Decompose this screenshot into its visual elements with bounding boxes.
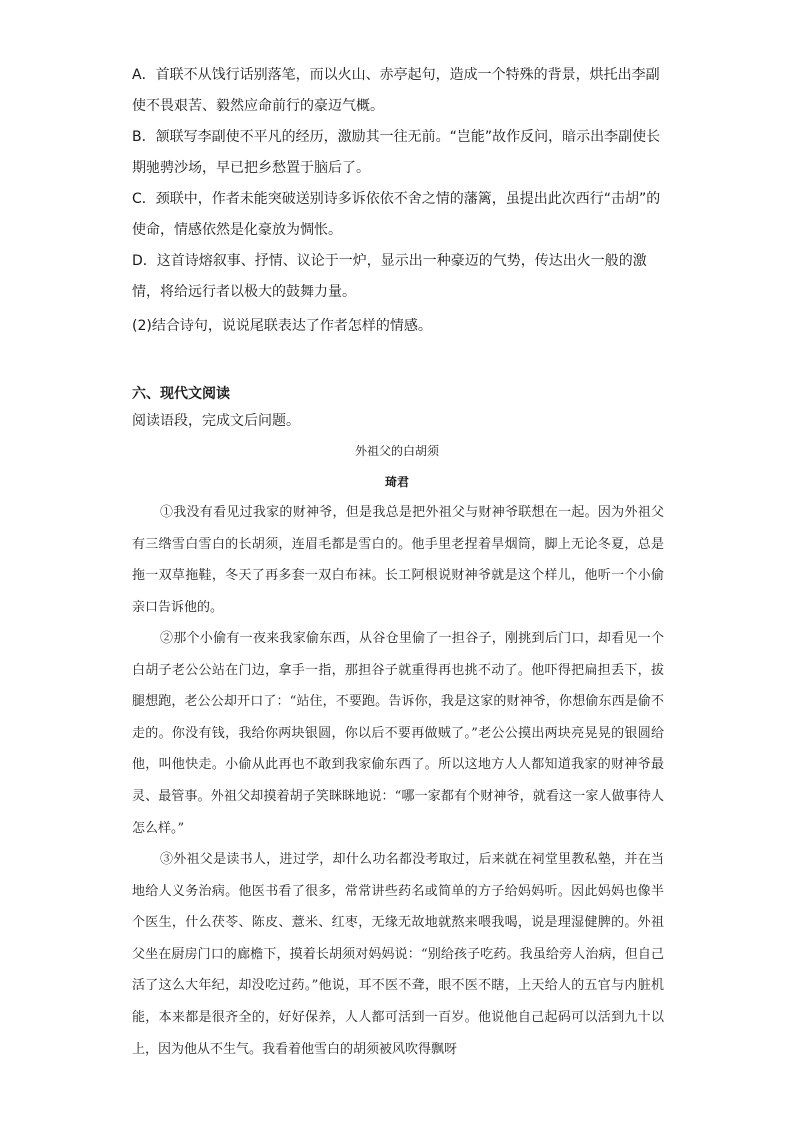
section-heading: 六、现代文阅读 xyxy=(132,386,230,402)
option-a: A．首联不从饯行话别落笔，而以火山、赤亭起句，造成一个特殊的背景，烘托出李副使不畏艰苦、毅然应命前行的豪迈气概。 xyxy=(132,67,660,114)
article-paragraph-2: ②那个小偷有一夜来我家偷东西，从谷仓里偷了一担谷子，刚挑到后门口，却看见一个白胡子老公公站在门边，拿手一指，那担谷子就重得再也挑不动了。他吓得把扁担丢下，拔腿想跑，老公公却开口了：“站住，不要跑。告诉你，我是这家的财神爷，你想偷东西是偷不走的。你没有钱，我给你两块银圆，你以后不要再做贼了。”老公公摸出两块亮晃晃的银圆给他，叫他快走。小偷从此再也不敢到我家偷东西了。所以这地方人人都知道我家的财神爷最灵、最管事。外祖父却摸着胡子笑眯眯地说：“哪一家都有个财神爷，就看这一家人做事待人怎么样。” xyxy=(132,631,664,836)
question-2: (2)结合诗句，说说尾联表达了作者怎样的情感。 xyxy=(132,318,432,334)
article-paragraph-3: ③外祖父是读书人，进过学，却什么功名都没考取过，后来就在祠堂里教私塾，并在当地给人义务治病。他医书看了很多，常常讲些药名或简单的方子给妈妈听。因此妈妈也像半个医生，什么茯苓、陈皮、薏米、红枣，无缘无故地就熬来喂我喝，说是理湿健脾的。外祖父坐在厨房门口的廊檐下，摸着长胡须对妈妈说：“别给孩子吃药。我虽给旁人治病，但自己活了这么大年纪，却没吃过药。”他说，耳不医不聋，眼不医不瞎，上天给人的五官与内脏机能，本来都是很齐全的，好好保养，人人都可活到一百岁。他说他自己起码可以活到九十以上，因为他从不生气。我看着他雪白的胡须被风吹得飘呀 xyxy=(132,852,664,1057)
article-title: 外祖父的白胡须 xyxy=(354,444,439,458)
article-author: 琦君 xyxy=(384,475,409,489)
section-instruction: 阅读语段，完成文后问题。 xyxy=(132,413,300,429)
option-d: D．这首诗熔叙事、抒情、议论于一炉，显示出一种豪迈的气势，传达出火一般的激情，将给远行者以极大的鼓舞力量。 xyxy=(132,253,647,300)
option-b: B．颔联写李副使不平凡的经历，激励其一往无前。“岂能”故作反问，暗示出李副使长期驰骋沙场，早已把乡愁置于脑后了。 xyxy=(132,129,661,176)
option-c: C．颈联中，作者未能突破送别诗多诉依依不舍之情的藩篱，虽提出此次西行“击胡”的使命，情感依然是化豪放为惆怅。 xyxy=(132,191,661,238)
article-paragraph-1: ①我没有看见过我家的财神爷，但是我总是把外祖父与财神爷联想在一起。因为外祖父有三绺雪白雪白的长胡须，连眉毛都是雪白的。他手里老捏着旱烟筒，脚上无论冬夏，总是拖一双草拖鞋，冬天了再多套一双白布袜。长工阿根说财神爷就是这个样儿，他听一个小偷亲口告诉他的。 xyxy=(132,505,664,615)
